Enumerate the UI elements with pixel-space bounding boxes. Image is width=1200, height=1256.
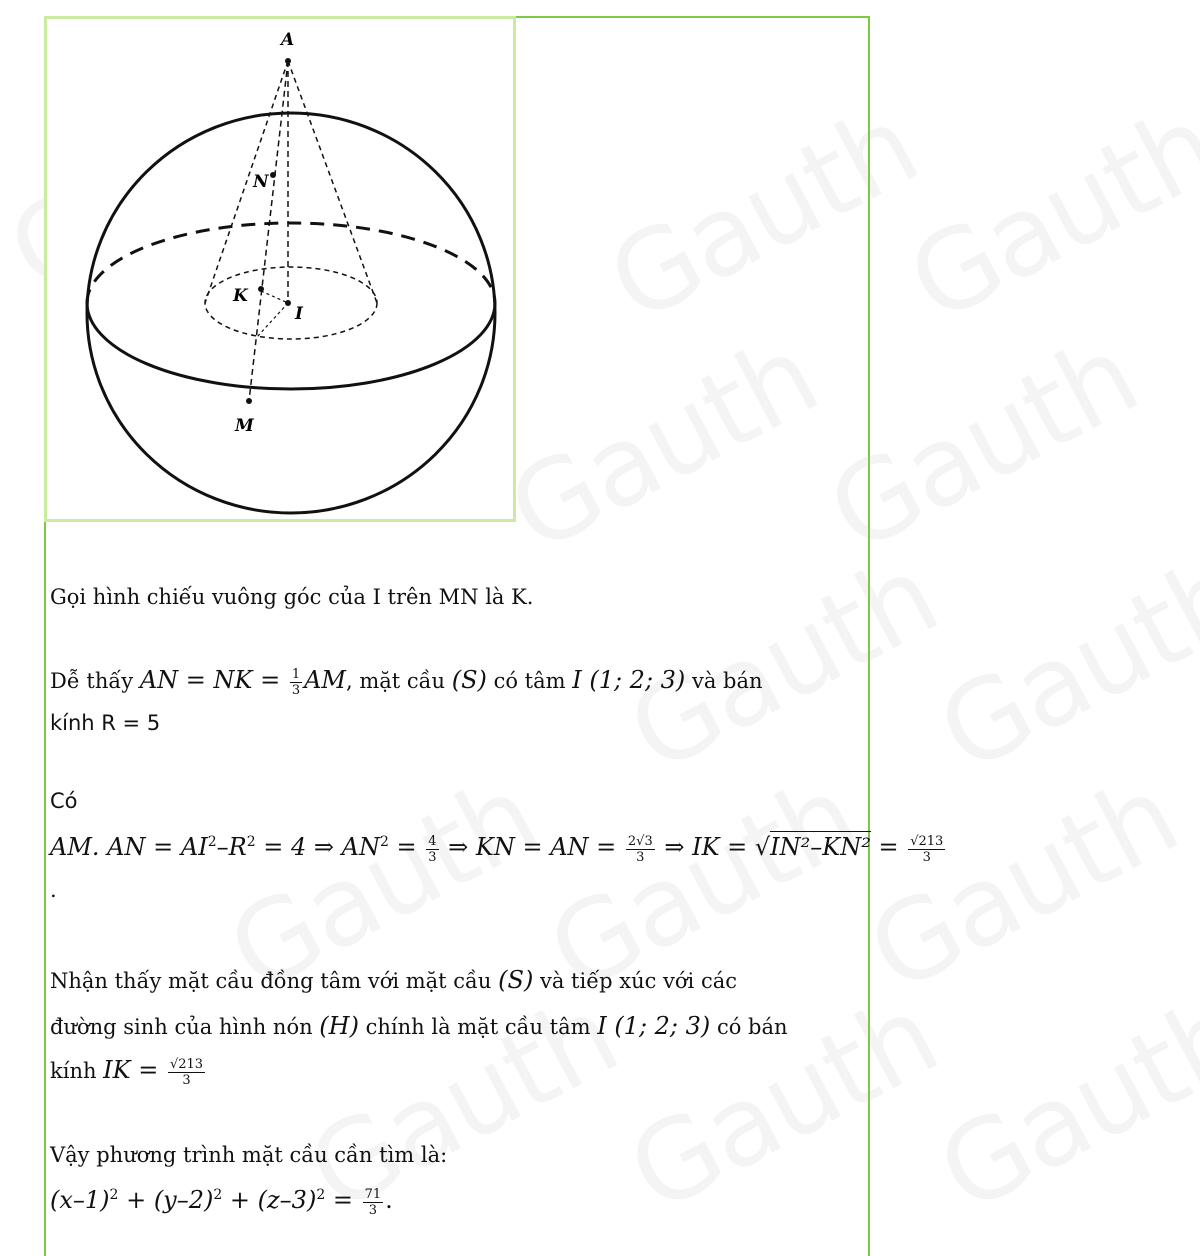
watermark	[919, 971, 1200, 1237]
sphere-outline	[87, 113, 495, 513]
equator-back	[87, 223, 495, 303]
equation-main: AM. AN = $AI^2-R^2 = 4$ ⇒ $AN^2$ = $\frac{4}{3}$ ⇒ KN = AN = $\frac{2√3}{3}$ ⇒ IK = √IN²–KN² = $\frac{√213}{3}$	[50, 833, 944, 865]
point-m	[246, 398, 252, 404]
point-i	[285, 300, 291, 306]
cone-edge-left	[205, 61, 288, 303]
paragraph-conclusion: Vậy phương trình mặt cầu cần tìm là:	[50, 1143, 448, 1167]
equation-final: $(x-1)^2 + (y-2)^2 + (z-3)^2$ = $\frac{71}{3}$ .	[50, 1186, 393, 1218]
segment-ki	[261, 291, 288, 303]
label-a: A	[281, 30, 295, 50]
text-line: Gọi hình chiếu vuông góc của I trên MN là K.	[50, 585, 534, 609]
paragraph-projection	[50, 580, 533, 614]
sphere-diagram	[47, 19, 513, 519]
segment-im	[257, 303, 288, 337]
watermark	[889, 81, 1200, 347]
point-n	[270, 172, 276, 178]
paragraph-generators: đường sinh của hình nón (H) chính là mặt cầu tâm I (1; 2; 3) có bán	[50, 1012, 788, 1040]
label-n: N	[253, 172, 269, 192]
equator-front	[87, 303, 495, 389]
label-k: K	[233, 286, 248, 306]
watermark	[919, 531, 1200, 797]
paragraph-co: Có	[50, 789, 78, 813]
label-m: M	[235, 416, 254, 436]
paragraph-radius-ik: kính IK = $\frac{√213}{3}$	[50, 1056, 204, 1088]
line-am	[249, 61, 288, 401]
paragraph-radius: kính R = 5	[50, 711, 161, 735]
sphere-figure	[44, 16, 516, 522]
paragraph-given: Dễ thấy AN = NK = $\frac{1}{3}$ AM, mặt cầu (S) có tâm I (1; 2; 3) và bán	[50, 666, 763, 698]
watermark	[849, 751, 1196, 1017]
equation-dot: .	[50, 878, 57, 902]
point-a	[285, 58, 291, 64]
paragraph-observation: Nhận thấy mặt cầu đồng tâm với mặt cầu (S) và tiếp xúc với các	[50, 966, 737, 994]
label-i: I	[295, 304, 303, 324]
point-k	[258, 286, 264, 292]
